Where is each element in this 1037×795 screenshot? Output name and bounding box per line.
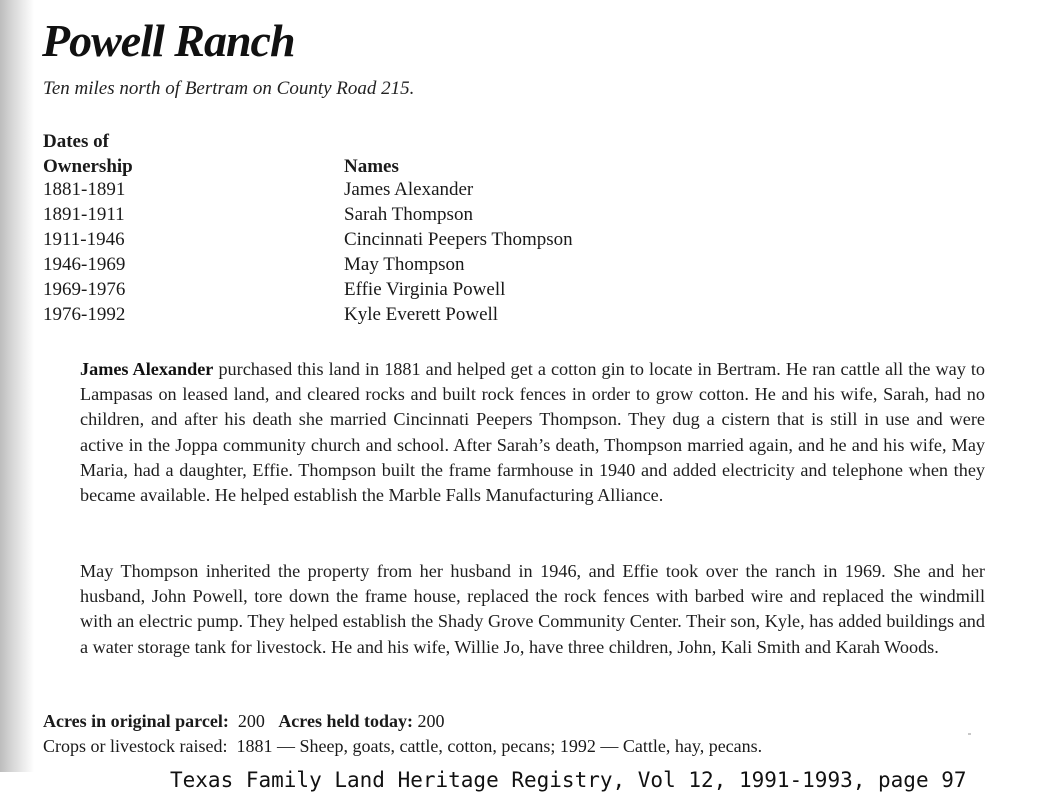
scan-speck (968, 733, 971, 735)
ownership-dates: 1976-1992 (43, 304, 126, 325)
dates-column-header (43, 129, 133, 179)
page-title: Powell Ranch (42, 15, 295, 66)
ownership-row (43, 227, 743, 252)
ownership-dates: 1891-1911 (43, 204, 125, 225)
acres-line (43, 709, 444, 733)
ownership-row (43, 202, 743, 227)
ownership-name: James Alexander (344, 179, 474, 200)
paragraph-lead-name: James Alexander (80, 359, 214, 379)
location-subtitle: Ten miles north of Bertram on County Road 215. (43, 78, 415, 99)
ownership-dates: 1969-1976 (43, 279, 126, 300)
ownership-dates: 1881-1891 (43, 179, 126, 200)
ownership-row (43, 277, 743, 302)
ownership-name: May Thompson (344, 254, 465, 275)
history-paragraph-2: May Thompson inherited the property from her husband in 1946, and Effie took over the ranch in 1969. She and her husband, John Powell, tore down the frame house, replaced the rock fences with barbed wire and replaced the windmill with an electric pump. They helped establish the Shady Grove Community Center. Their son, Kyle, has added buildings and a water storage tank for livestock. He and his wife, Willie Jo, have three children, John, Kali Smith and Karah Woods. (80, 561, 985, 657)
source-caption: Texas Family Land Heritage Registry, Vol 12, 1991-1993, page 97 (170, 768, 967, 792)
ownership-name: Sarah Thompson (344, 204, 473, 225)
names-column-header: Names (344, 156, 399, 177)
dates-header-line2: Ownership (43, 156, 133, 177)
acres-original-label: Acres in original parcel: (43, 711, 229, 731)
crops-line (43, 734, 762, 758)
ownership-row (43, 252, 743, 277)
ownership-name: Cincinnati Peepers Thompson (344, 229, 573, 250)
ownership-dates: 1911-1946 (43, 229, 125, 250)
ownership-list (43, 177, 743, 327)
acres-today-value: 200 (417, 711, 445, 731)
crops-label: Crops or livestock raised: (43, 736, 228, 756)
dates-header-line1: Dates of (43, 131, 109, 152)
acres-today-label: Acres held today: (278, 711, 413, 731)
history-paragraph-1 (80, 357, 985, 508)
ownership-row (43, 302, 743, 327)
paragraph-1-text: purchased this land in 1881 and helped get a cotton gin to locate in Bertram. He ran cattle all the way to Lampasas on leased land, and cleared rocks and built rock fences in order to grow cotton. He and his wife, Sarah, had no children, and after his death she married Cincinnati Peepers Thompson. They dug a cistern that is still in use and were active in the Joppa community church and school. After Sarah’s death, Thompson married again, and he and his wife, May Maria, had a daughter, Effie. Thompson built the frame farmhouse in 1940 and added electricity and telephone when they became available. He helped establish the Marble Falls Manufacturing Alliance. (80, 359, 985, 506)
ownership-name: Kyle Everett Powell (344, 304, 499, 325)
ownership-dates: 1946-1969 (43, 254, 126, 275)
acres-original-value: 200 (237, 711, 265, 731)
crops-value: 1881 — Sheep, goats, cattle, cotton, pecans; 1992 — Cattle, hay, pecans. (236, 736, 763, 756)
ownership-name: Effie Virginia Powell (344, 279, 506, 300)
ownership-row (43, 177, 743, 202)
